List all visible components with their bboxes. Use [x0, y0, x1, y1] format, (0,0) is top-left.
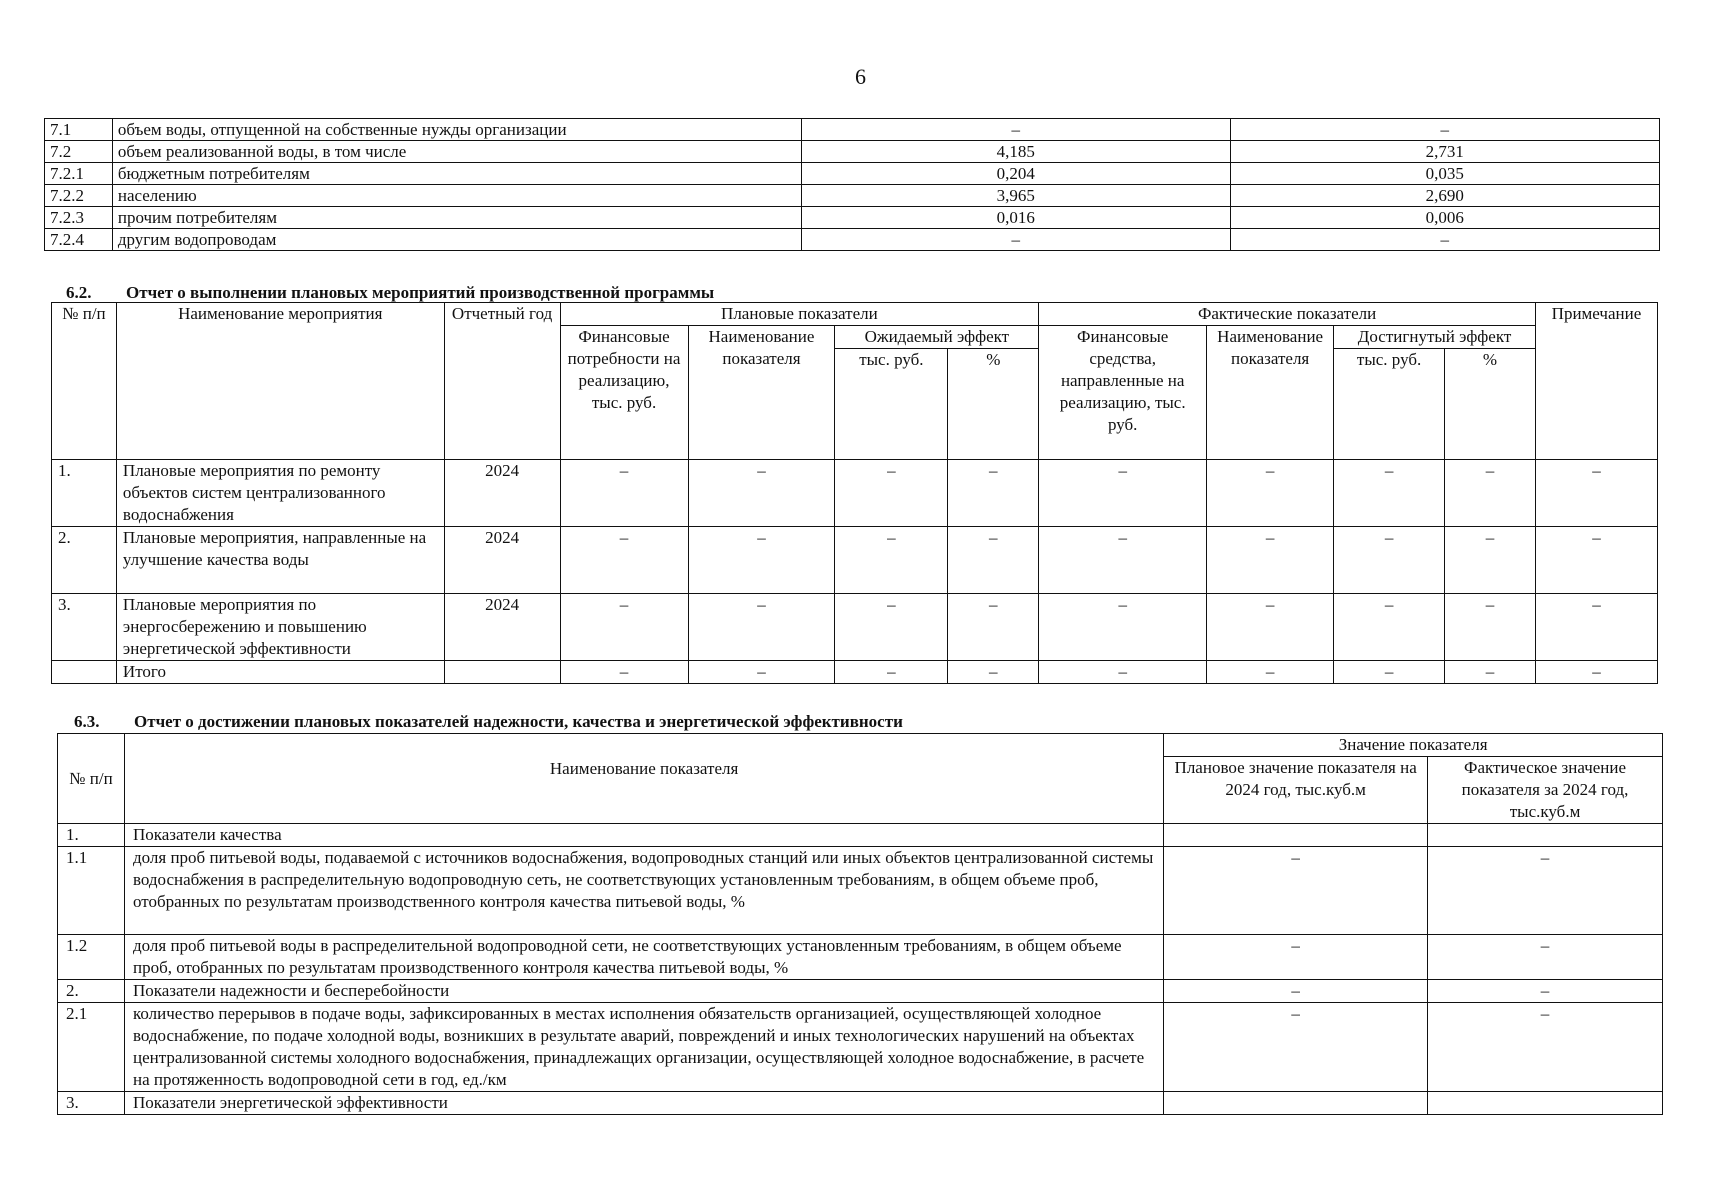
indicator-name: количество перерывов в подаче воды, зафиксированных в местах исполнения обязательств организацией, осуществляющей холодное водоснабжение, по подаче холодной воды, возникших в результате аварий, повреждений и иных технологических нарушений на объектах централизованной системы холодного водоснабжения, принадлежащих организации, осуществляющей холодное водоснабжение, в расчете на протяженность водопроводной сети в год, ед./км — [124, 1003, 1163, 1092]
table-row — [58, 1003, 1663, 1092]
header-fact-group: Фактические показатели — [1039, 303, 1536, 326]
plan-value: 3,965 — [802, 185, 1230, 207]
cell-value: – — [688, 594, 835, 661]
table-row — [45, 185, 1660, 207]
row-number: 1.1 — [58, 847, 125, 935]
report-year: 2024 — [444, 460, 560, 527]
table-row — [58, 1092, 1663, 1115]
cell-value: – — [1039, 460, 1207, 527]
fact-value: – — [1428, 847, 1663, 935]
table-row — [58, 847, 1663, 935]
report-year: 2024 — [444, 594, 560, 661]
cell-value: – — [835, 460, 948, 527]
cell-value: – — [1039, 661, 1207, 684]
cell-value: – — [1334, 527, 1445, 594]
fact-value: – — [1230, 229, 1659, 251]
water-volume-table — [44, 118, 1660, 251]
cell-value: – — [1445, 594, 1536, 661]
plan-value: – — [1164, 1003, 1428, 1092]
total-label: Итого — [116, 661, 444, 684]
table-row — [52, 460, 1658, 527]
row-label: бюджетным потребителям — [112, 163, 801, 185]
report-year: 2024 — [444, 527, 560, 594]
cell-value: – — [1039, 527, 1207, 594]
header-plan-financing: Финансовые потребности на реализацию, тыс. руб. — [560, 326, 688, 460]
row-label: населению — [112, 185, 801, 207]
fact-value: 0,035 — [1230, 163, 1659, 185]
header-fact-rub: тыс. руб. — [1334, 349, 1445, 460]
row-label: объем воды, отпущенной на собственные нужды организации — [112, 119, 801, 141]
cell-value: – — [948, 460, 1039, 527]
table-row — [45, 229, 1660, 251]
row-number: 2. — [58, 980, 125, 1003]
cell-value: – — [1334, 460, 1445, 527]
header-plan-pct: % — [948, 349, 1039, 460]
cell-value: – — [1445, 527, 1536, 594]
activity-name: Плановые мероприятия, направленные на улучшение качества воды — [116, 527, 444, 594]
row-number: 1.2 — [58, 935, 125, 980]
row-number: 7.2.3 — [45, 207, 113, 229]
cell-value: – — [688, 527, 835, 594]
row-number: 2.1 — [58, 1003, 125, 1092]
indicator-name: Показатели энергетической эффективности — [124, 1092, 1163, 1115]
plan-value: – — [802, 229, 1230, 251]
section-62-title — [66, 283, 714, 303]
row-number: 7.2.2 — [45, 185, 113, 207]
row-label: объем реализованной воды, в том числе — [112, 141, 801, 163]
cell-value: – — [1535, 594, 1657, 661]
section-heading: Отчет о выполнении плановых мероприятий производственной программы — [126, 283, 715, 302]
table-row — [45, 119, 1660, 141]
table-row — [52, 527, 1658, 594]
header-num: № п/п — [58, 734, 125, 824]
cell-value: – — [1535, 460, 1657, 527]
section-heading: Отчет о достижении плановых показателей надежности, качества и энергетической эффективности — [134, 712, 903, 731]
header-indicator-name: Наименование показателя — [124, 734, 1163, 824]
total-num-cell — [52, 661, 117, 684]
table-row — [45, 141, 1660, 163]
fact-value — [1428, 1092, 1663, 1115]
row-number: 3. — [52, 594, 117, 661]
header-plan-indicator-name: Наименование показателя — [688, 326, 835, 460]
header-fact-indicator-name: Наименование показателя — [1207, 326, 1334, 460]
fact-value: 2,731 — [1230, 141, 1659, 163]
plan-value: 0,016 — [802, 207, 1230, 229]
indicator-name: доля проб питьевой воды в распределительной водопроводной сети, не соответствующих установленным требованиям, в общем объеме проб, отобранных по результатам производственного контроля качества питьевой воды, % — [124, 935, 1163, 980]
cell-value: – — [688, 460, 835, 527]
cell-value: – — [560, 527, 688, 594]
header-activity-name: Наименование мероприятия — [116, 303, 444, 460]
fact-value: – — [1428, 1003, 1663, 1092]
row-number: 7.2.4 — [45, 229, 113, 251]
row-label: другим водопроводам — [112, 229, 801, 251]
header-fact-financing: Финансовые средства, направленные на реализацию, тыс. руб. — [1039, 326, 1207, 460]
table-row — [45, 163, 1660, 185]
header-num: № п/п — [52, 303, 117, 460]
indicator-name: Показатели качества — [124, 824, 1163, 847]
cell-value: – — [1445, 460, 1536, 527]
fact-value: 2,690 — [1230, 185, 1659, 207]
cell-value: – — [560, 594, 688, 661]
cell-value: – — [948, 527, 1039, 594]
row-number: 1. — [52, 460, 117, 527]
cell-value: – — [835, 527, 948, 594]
cell-value: – — [560, 460, 688, 527]
cell-value: – — [1207, 661, 1334, 684]
page-number: 6 — [855, 64, 866, 89]
row-number: 7.2.1 — [45, 163, 113, 185]
cell-value: – — [835, 661, 948, 684]
row-number: 7.2 — [45, 141, 113, 163]
row-number: 3. — [58, 1092, 125, 1115]
table-row — [58, 935, 1663, 980]
cell-value: – — [1535, 527, 1657, 594]
plan-value: – — [1164, 847, 1428, 935]
plan-value: 0,204 — [802, 163, 1230, 185]
header-expected-effect: Ожидаемый эффект — [835, 326, 1039, 349]
table-row — [52, 594, 1658, 661]
fact-value: 0,006 — [1230, 207, 1659, 229]
header-achieved-effect: Достигнутый эффект — [1334, 326, 1536, 349]
cell-value: – — [560, 661, 688, 684]
section-63-title — [74, 712, 903, 732]
indicator-name: Показатели надежности и бесперебойности — [124, 980, 1163, 1003]
row-number: 7.1 — [45, 119, 113, 141]
cell-value: – — [1334, 661, 1445, 684]
cell-value: – — [1039, 594, 1207, 661]
cell-value: – — [1207, 460, 1334, 527]
activity-name: Плановые мероприятия по ремонту объектов систем централизованного водоснабжения — [116, 460, 444, 527]
plan-value: 4,185 — [802, 141, 1230, 163]
header-note: Примечание — [1535, 303, 1657, 460]
header-plan-group: Плановые показатели — [560, 303, 1039, 326]
row-label: прочим потребителям — [112, 207, 801, 229]
activity-name: Плановые мероприятия по энергосбережению и повышению энергетической эффективности — [116, 594, 444, 661]
header-plan-rub: тыс. руб. — [835, 349, 948, 460]
header-value-group: Значение показателя — [1164, 734, 1663, 757]
cell-value: – — [948, 661, 1039, 684]
plan-value — [1164, 824, 1428, 847]
plan-value: – — [1164, 980, 1428, 1003]
plan-value — [1164, 1092, 1428, 1115]
header-plan-value: Плановое значение показателя на 2024 год, тыс.куб.м — [1164, 757, 1428, 824]
indicators-table — [57, 733, 1663, 1115]
plan-value: – — [802, 119, 1230, 141]
cell-value: – — [1207, 594, 1334, 661]
cell-value: – — [1207, 527, 1334, 594]
total-year-cell — [444, 661, 560, 684]
total-row — [52, 661, 1658, 684]
section-number: 6.3. — [74, 712, 100, 731]
cell-value: – — [948, 594, 1039, 661]
plan-value: – — [1164, 935, 1428, 980]
cell-value: – — [835, 594, 948, 661]
header-fact-value: Фактическое значение показателя за 2024 год, тыс.куб.м — [1428, 757, 1663, 824]
header-year: Отчетный год — [444, 303, 560, 460]
table-row — [58, 824, 1663, 847]
row-number: 2. — [52, 527, 117, 594]
table-row — [45, 207, 1660, 229]
header-fact-pct: % — [1445, 349, 1536, 460]
cell-value: – — [1535, 661, 1657, 684]
row-number: 1. — [58, 824, 125, 847]
section-number: 6.2. — [66, 283, 92, 302]
cell-value: – — [688, 661, 835, 684]
fact-value: – — [1428, 980, 1663, 1003]
cell-value: – — [1445, 661, 1536, 684]
indicator-name: доля проб питьевой воды, подаваемой с источников водоснабжения, водопроводных станций или иных объектов централизованной системы водоснабжения в распределительную водопроводную сеть, не соответствующих установленным требованиям, в общем объеме проб, отобранных по результатам производственного контроля качества питьевой воды, % — [124, 847, 1163, 935]
fact-value: – — [1230, 119, 1659, 141]
fact-value — [1428, 824, 1663, 847]
table-row — [58, 980, 1663, 1003]
planned-activities-table — [51, 302, 1658, 684]
fact-value: – — [1428, 935, 1663, 980]
cell-value: – — [1334, 594, 1445, 661]
